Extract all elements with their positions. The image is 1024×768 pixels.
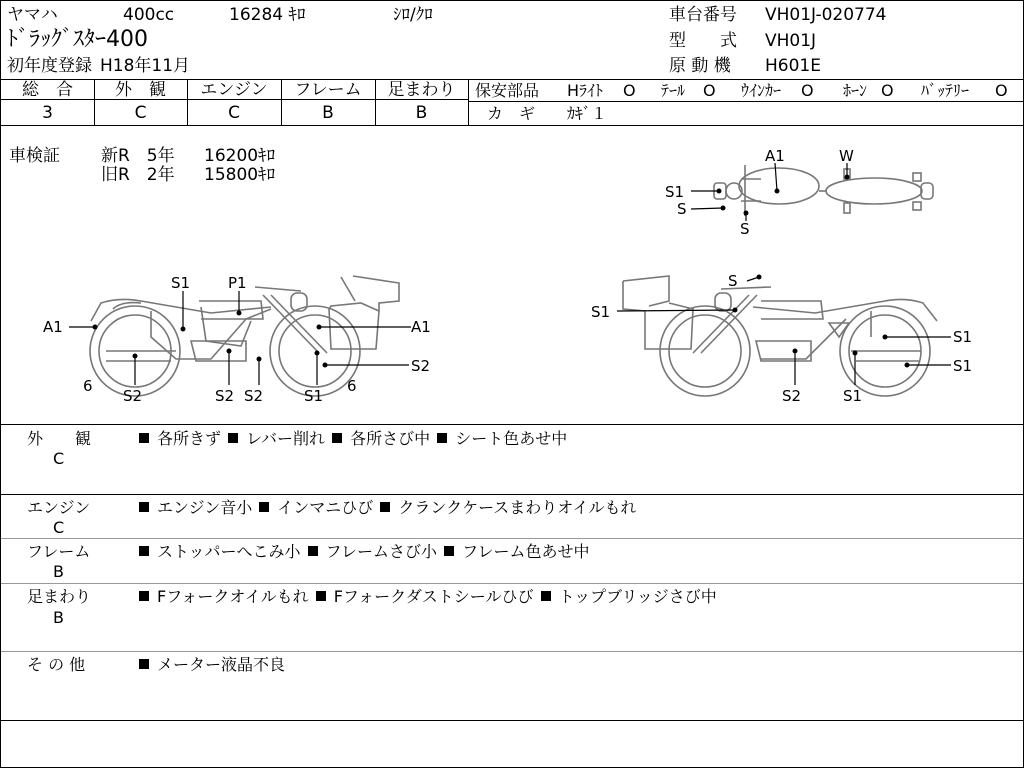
bullet-square-icon xyxy=(139,659,149,669)
divider xyxy=(1,424,1023,425)
remark-item: 各所きず xyxy=(157,429,222,448)
damage-code: S1 xyxy=(171,274,191,292)
remark-items xyxy=(137,500,637,516)
damage-code: A1 xyxy=(765,147,785,165)
divider xyxy=(1,583,1023,584)
displacement: 400cc xyxy=(123,5,175,25)
model-name: ﾄﾞﾗｯｸﾞｽﾀｰ400 xyxy=(7,27,148,52)
grade-header-exterior: 外 観 xyxy=(115,80,166,100)
inspection-label: 車検証 xyxy=(9,146,60,166)
grade-suspension: B xyxy=(415,103,428,123)
safety-headlight-label: Hﾗｲﾄ xyxy=(567,81,604,100)
bullet-square-icon xyxy=(437,433,447,443)
damage-code: S xyxy=(677,200,687,218)
bullet-square-icon xyxy=(332,433,342,443)
first-registration-value: H18年11月 xyxy=(100,56,191,76)
frame-number-label: 車台番号 xyxy=(669,5,737,25)
bullet-square-icon xyxy=(380,502,390,512)
bullet-square-icon xyxy=(139,591,149,601)
bullet-square-icon xyxy=(139,546,149,556)
safety-horn-mark: O xyxy=(881,81,894,100)
remark-items xyxy=(137,431,567,447)
safety-headlight-mark: O xyxy=(623,81,636,100)
remark-items xyxy=(137,657,285,673)
divider xyxy=(468,79,469,125)
damage-code: S1 xyxy=(304,387,324,405)
grade-header-overall: 総 合 xyxy=(22,80,73,100)
damage-code: S1 xyxy=(953,357,973,375)
divider xyxy=(1,651,1023,652)
safety-battery-mark: O xyxy=(995,81,1008,100)
divider xyxy=(468,101,1023,102)
remark-grade: B xyxy=(53,608,64,627)
damage-code: S2 xyxy=(123,387,143,405)
remark-item: レバー削れ xyxy=(246,429,325,448)
damage-code: S2 xyxy=(215,387,235,405)
bullet-square-icon xyxy=(541,591,551,601)
remark-items xyxy=(137,544,589,560)
grade-header-engine: エンジン xyxy=(200,80,268,100)
damage-code: 6 xyxy=(83,377,93,395)
grade-overall: 3 xyxy=(42,103,53,123)
safety-tail-label: ﾃｰﾙ xyxy=(661,81,686,100)
remark-item: インマニひび xyxy=(277,498,374,517)
damage-code: S1 xyxy=(591,303,611,321)
bullet-square-icon xyxy=(139,433,149,443)
remark-item: クランクケースまわりオイルもれ xyxy=(398,498,637,517)
body-color: ｼﾛ/ｸﾛ xyxy=(393,5,433,25)
damage-code: S xyxy=(728,272,738,290)
remark-grade: C xyxy=(53,518,65,537)
damage-code: W xyxy=(839,147,854,165)
safety-horn-label: ﾎｰﾝ xyxy=(843,81,868,100)
mileage: 16284 ｷﾛ xyxy=(229,5,306,25)
safety-winker-label: ｳｲﾝｶｰ xyxy=(741,81,782,100)
recycle-new-period: 新R 5年 xyxy=(101,146,175,166)
divider xyxy=(1,494,1023,495)
safety-battery-label: ﾊﾞｯﾃﾘｰ xyxy=(921,81,970,100)
remark-category: そ の 他 xyxy=(27,655,86,674)
damage-code: S2 xyxy=(411,357,431,375)
key-label: カ ギ xyxy=(487,104,536,123)
grade-header-suspension: 足まわり xyxy=(387,80,456,100)
remark-grade: C xyxy=(53,449,65,468)
remark-item: ストッパーへこみ小 xyxy=(157,542,301,561)
right-side-view xyxy=(623,276,937,396)
damage-code: S2 xyxy=(244,387,264,405)
remark-item: Fフォークダストシールひび xyxy=(333,587,534,606)
damage-code: A1 xyxy=(43,318,63,336)
recycle-old-period: 旧R 2年 xyxy=(101,165,175,185)
remark-item: エンジン音小 xyxy=(157,498,253,517)
key-value: ｶｷﾞ１ xyxy=(567,104,608,123)
damage-code: S1 xyxy=(953,328,973,346)
bullet-square-icon xyxy=(444,546,454,556)
engine-model-value: H601E xyxy=(765,56,821,76)
safety-winker-mark: O xyxy=(801,81,814,100)
remark-item: Fフォークオイルもれ xyxy=(157,587,309,606)
remark-item: シート色あせ中 xyxy=(455,429,568,448)
divider xyxy=(1,538,1023,539)
damage-code: 6 xyxy=(347,377,357,395)
remark-item: フレームさび小 xyxy=(325,542,437,561)
bullet-square-icon xyxy=(139,502,149,512)
remark-category: 外 観 xyxy=(27,429,92,448)
grade-header-frame: フレーム xyxy=(294,80,362,100)
first-registration-label: 初年度登録 xyxy=(7,56,92,76)
damage-code: S1 xyxy=(843,387,863,405)
divider xyxy=(1,720,1023,721)
damage-code: S1 xyxy=(665,183,685,201)
bullet-square-icon xyxy=(228,433,238,443)
recycle-old-price: 15800ｷﾛ xyxy=(204,165,276,185)
safety-parts-title: 保安部品 xyxy=(475,81,540,100)
remark-item: メーター液晶不良 xyxy=(157,655,286,674)
damage-code: A1 xyxy=(411,318,431,336)
remark-grade: B xyxy=(53,562,64,581)
model-code-value: VH01J xyxy=(765,31,817,51)
top-view xyxy=(714,165,933,216)
frame-number-value: VH01J-020774 xyxy=(765,5,887,25)
recycle-new-price: 16200ｷﾛ xyxy=(204,146,276,166)
engine-model-label: 原 動 機 xyxy=(669,56,731,76)
bullet-square-icon xyxy=(259,502,269,512)
remark-category: 足まわり xyxy=(27,587,92,606)
remark-item: フレーム色あせ中 xyxy=(462,542,590,561)
grade-engine: C xyxy=(228,103,240,123)
damage-code: S xyxy=(740,220,750,238)
grade-exterior: C xyxy=(134,103,147,123)
damage-code: P1 xyxy=(228,274,247,292)
safety-tail-mark: O xyxy=(703,81,716,100)
grade-frame: B xyxy=(322,103,334,123)
model-code-label: 型 式 xyxy=(669,31,737,51)
remark-category: エンジン xyxy=(27,498,91,517)
remark-items xyxy=(137,589,717,605)
remark-item: トップブリッジさび中 xyxy=(558,587,717,606)
bullet-square-icon xyxy=(316,591,326,601)
remark-category: フレーム xyxy=(27,542,91,561)
remark-item: 各所さび中 xyxy=(350,429,431,448)
bullet-square-icon xyxy=(308,546,318,556)
maker: ヤマハ xyxy=(7,5,58,25)
damage-code: S2 xyxy=(782,387,802,405)
motorcycle-damage-diagram xyxy=(1,126,1023,424)
